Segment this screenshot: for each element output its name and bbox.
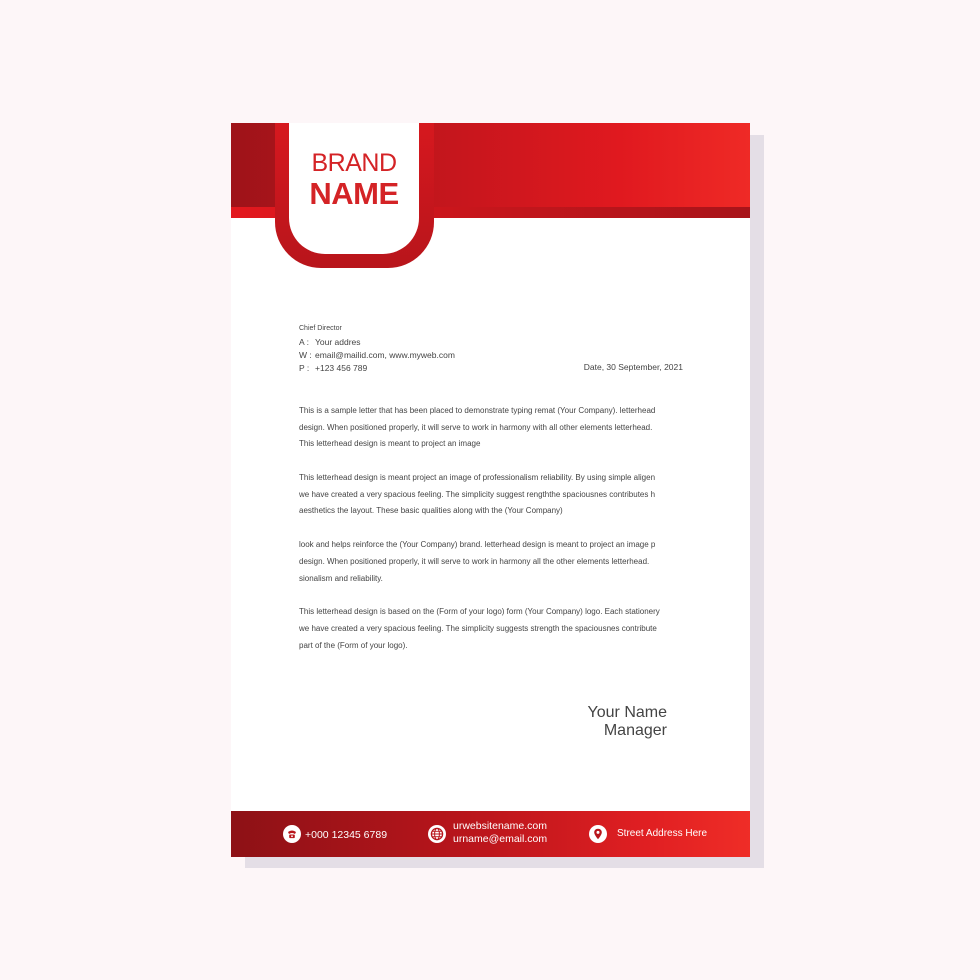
sender-contact-block [299,325,455,375]
contact-key: W : [299,350,312,360]
footer-email: urname@email.com [453,833,548,845]
sender-title: Chief Director [299,325,342,332]
contact-value: +123 456 789 [315,363,368,373]
text-line: This letterhead design is meant to project an image [299,439,481,449]
text-line: we have created a very spacious feeling. The simplicity suggests strength the spaciousnes contribute [299,623,657,633]
contact-value: Your addres [315,337,361,347]
location-pin-icon [589,825,607,843]
text-line: we have created a very spacious feeling. The simplicity suggest rengththe spaciousnes contributes h [299,489,656,499]
text-line: look and helps reinforce the (Your Company) brand. letterhead design is meant to project an image p [299,540,656,550]
text-line: sionalism and reliability. [299,573,383,583]
contact-row-phone [299,362,455,375]
text-line: aesthetics the layout. These basic qualities along with the (Your Company) [299,506,563,516]
text-line: part of the (Form of your logo). [299,640,408,650]
contact-key: A : [299,337,309,347]
signature-name: Your Name [587,704,667,721]
paragraph-3 [299,537,689,587]
text-line: This letterhead design is based on the (Form of your logo) form (Your Company) logo. Each stationery [299,607,660,617]
signature-block [588,704,667,740]
contact-row-address [299,336,455,349]
text-line: design. When positioned properly, it will serve to work in harmony with all other elements letterhead. [299,422,653,432]
text-line: This is a sample letter that has been placed to demonstrate typing remat (Your Company). letterhead [299,406,656,415]
globe-icon [428,825,446,843]
phone-icon [283,825,301,843]
signature-role: Manager [603,722,667,739]
paragraph-1 [299,403,689,453]
brand-line-1: BRAND [311,149,397,177]
contact-key: P : [299,363,310,373]
footer-website: urwebsitename.com [453,820,547,832]
contact-row-web [299,349,455,362]
footer-phone: +000 12345 6789 [305,829,388,841]
paragraph-2 [299,470,689,520]
letter-date: Date, 30 September, 2021 [583,362,683,372]
contact-value: email@mailid.com, www.myweb.com [315,350,455,360]
footer-band [231,811,750,857]
paragraph-4 [299,604,689,654]
footer-address: Street Address Here [617,828,708,839]
text-line: This letterhead design is meant project an image of professionalism reliability. By using simple aligen [299,473,656,483]
letterhead-page [231,123,750,857]
letter-body [299,403,689,671]
text-line: design. When positioned properly, it will serve to work in harmony all the other elements letterhead. [299,556,650,566]
brand-line-2: NAME [309,176,399,211]
